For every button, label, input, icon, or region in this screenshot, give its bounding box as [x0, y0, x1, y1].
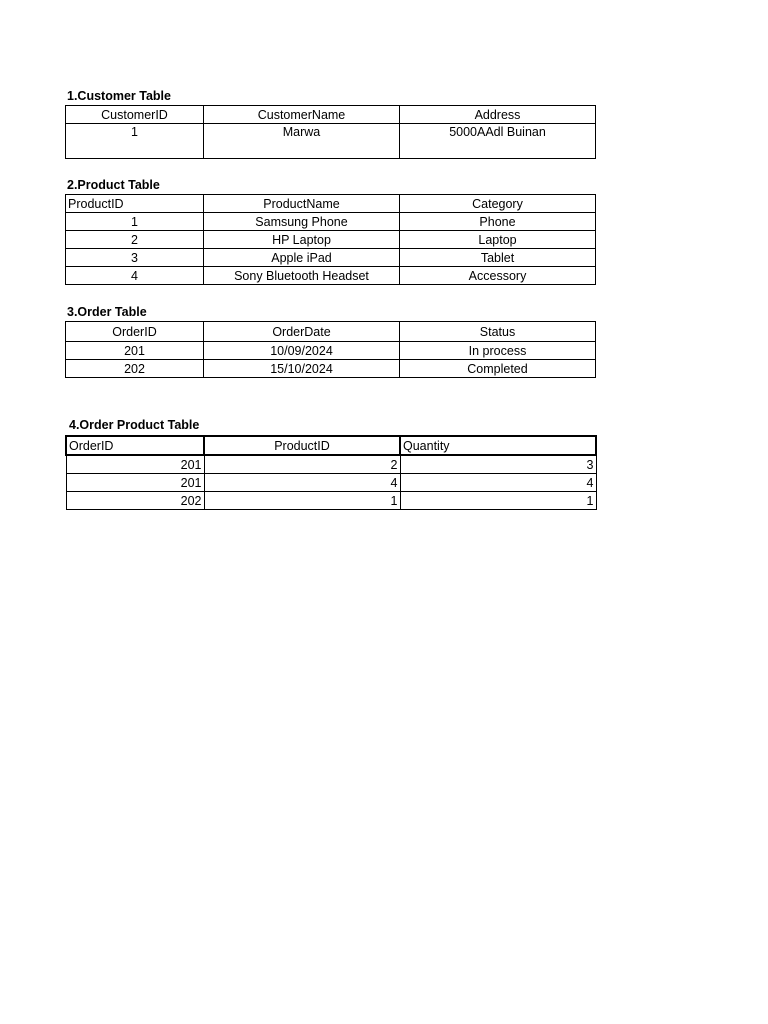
cell[interactable]: 4 — [400, 474, 596, 492]
table-row — [66, 267, 596, 285]
cell[interactable]: HP Laptop — [204, 231, 400, 249]
table-row — [66, 360, 596, 378]
cell[interactable]: Samsung Phone — [204, 213, 400, 231]
cell[interactable]: 201 — [66, 455, 204, 474]
order-product-table-title: 4.Order Product Table — [69, 418, 200, 432]
cell[interactable]: 1 — [66, 124, 204, 159]
cell[interactable]: In process — [400, 342, 596, 360]
table-row — [66, 231, 596, 249]
header-cell[interactable]: CustomerID — [66, 106, 204, 124]
product-table-title: 2.Product Table — [67, 178, 160, 192]
order-product-table — [65, 435, 597, 510]
product-table — [65, 194, 596, 285]
cell[interactable]: 3 — [400, 455, 596, 474]
cell[interactable]: 4 — [204, 474, 400, 492]
table-header-row — [66, 436, 596, 455]
order-table — [65, 321, 596, 378]
cell[interactable]: Sony Bluetooth Headset — [204, 267, 400, 285]
cell[interactable]: 1 — [204, 492, 400, 510]
table-row — [66, 492, 596, 510]
cell[interactable]: 202 — [66, 492, 204, 510]
table-header-row — [66, 195, 596, 213]
header-cell[interactable]: CustomerName — [204, 106, 400, 124]
table-row — [66, 213, 596, 231]
cell[interactable]: Marwa — [204, 124, 400, 159]
table-row — [66, 124, 596, 159]
header-cell[interactable]: OrderID — [66, 436, 204, 455]
table-header-row — [66, 106, 596, 124]
cell[interactable]: 2 — [66, 231, 204, 249]
header-cell[interactable]: ProductID — [66, 195, 204, 213]
header-cell[interactable]: Category — [400, 195, 596, 213]
customer-table — [65, 105, 596, 159]
cell[interactable]: Phone — [400, 213, 596, 231]
cell[interactable]: Tablet — [400, 249, 596, 267]
cell[interactable]: 201 — [66, 474, 204, 492]
table-row — [66, 474, 596, 492]
header-cell[interactable]: OrderDate — [204, 322, 400, 342]
table-header-row — [66, 322, 596, 342]
cell[interactable]: Apple iPad — [204, 249, 400, 267]
customer-table-title: 1.Customer Table — [67, 89, 171, 103]
cell[interactable]: 3 — [66, 249, 204, 267]
cell[interactable]: Completed — [400, 360, 596, 378]
cell[interactable]: 15/10/2024 — [204, 360, 400, 378]
cell[interactable]: 5000AAdl Buinan — [400, 124, 596, 159]
table-row — [66, 342, 596, 360]
header-cell[interactable]: Quantity — [400, 436, 596, 455]
header-cell[interactable]: ProductName — [204, 195, 400, 213]
cell[interactable]: 201 — [66, 342, 204, 360]
header-cell[interactable]: Address — [400, 106, 596, 124]
cell[interactable]: 4 — [66, 267, 204, 285]
cell[interactable]: Accessory — [400, 267, 596, 285]
cell[interactable]: 202 — [66, 360, 204, 378]
table-row — [66, 455, 596, 474]
cell[interactable]: 2 — [204, 455, 400, 474]
cell[interactable]: 1 — [66, 213, 204, 231]
table-row — [66, 249, 596, 267]
order-table-title: 3.Order Table — [67, 305, 147, 319]
header-cell[interactable]: Status — [400, 322, 596, 342]
cell[interactable]: Laptop — [400, 231, 596, 249]
header-cell[interactable]: ProductID — [204, 436, 400, 455]
cell[interactable]: 10/09/2024 — [204, 342, 400, 360]
header-cell[interactable]: OrderID — [66, 322, 204, 342]
cell[interactable]: 1 — [400, 492, 596, 510]
